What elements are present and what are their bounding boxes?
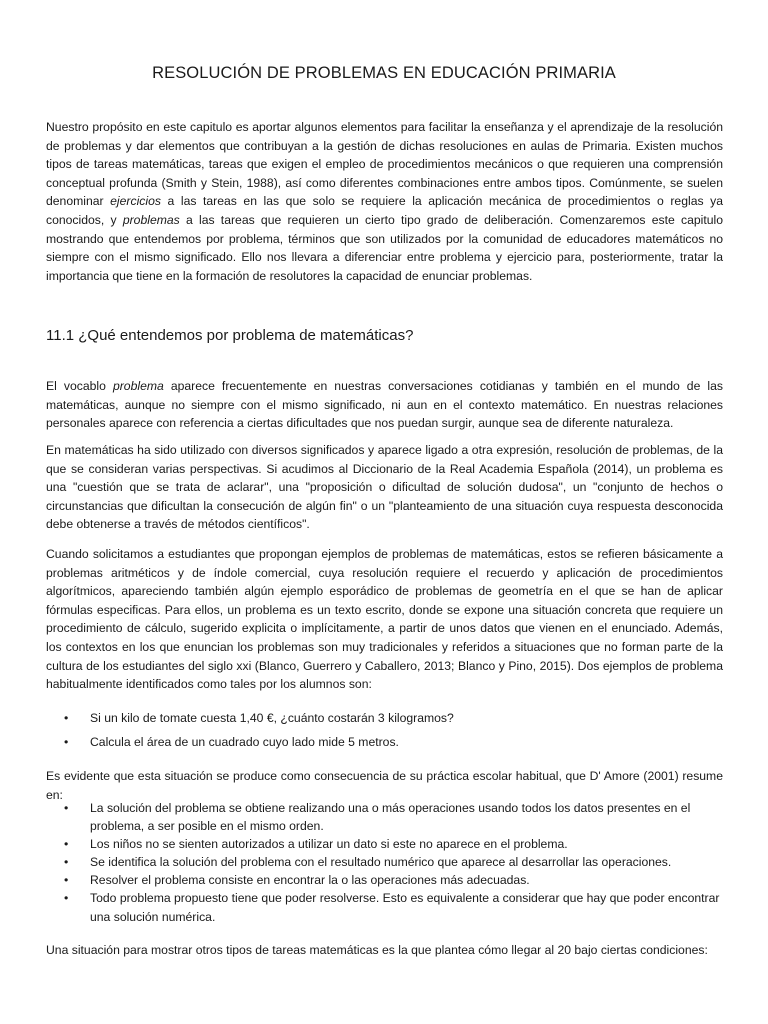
- paragraph-vocablo-emphasis: problema: [112, 379, 164, 393]
- paragraph-damore: Es evidente que esta situación se produce como consecuencia de su práctica escolar habitual, que D' Amore (2001) resume en:: [46, 769, 723, 802]
- list-item-text: Se identifica la solución del problema con el resultado numérico que aparece al desarrollar las operaciones.: [90, 855, 672, 870]
- intro-text-1: Nuestro propósito en este capitulo es aportar algunos elementos para facilitar la enseñanza y el aprendizaje de la resolución de problemas y dar elementos que contribuyan a la gestión de dichas resoluciones en aulas de Primaria. Existen muchos tipos de tareas matemáticas, tareas que exigen el empleo de procedimientos mecánicos o que requieren una comprensión conceptual profunda (Smith y Stein, 1988), así como diferentes combinaciones entre ambos tipos. Comúnmente, se suelen denominar: [46, 120, 723, 209]
- intro-paragraph: [46, 118, 723, 285]
- list-item-text: La solución del problema se obtiene realizando una o más operaciones usando todos los datos presentes en el problema, a ser posible en el mismo orden.: [90, 801, 691, 834]
- document-title: RESOLUCIÓN DE PROBLEMAS EN EDUCACIÓN PRIMARIA: [152, 64, 616, 82]
- list-item-text: Los niños no se sienten autorizados a utilizar un dato si este no aparece en el problema.: [90, 837, 568, 852]
- bullet-icon: •: [64, 735, 69, 749]
- bullet-icon: •: [64, 873, 69, 888]
- intro-emphasis-problemas: problemas: [122, 212, 180, 227]
- section-heading: 11.1 ¿Qué entendemos por problema de matemáticas?: [46, 327, 414, 344]
- paragraph-vocablo-text-2: aparece frecuentemente en nuestras conversaciones cotidianas y también en el mundo de las matemáticas, aunque no siempre con el mismo significado, ni aun en el contexto matemático. En nuestras relaciones personales aparece con referencia a ciertas dificultades que nos puedan surgir, aunque sea de diferente naturaleza.: [46, 379, 723, 431]
- bullet-icon: •: [64, 855, 69, 870]
- paragraph-vocablo: [46, 377, 723, 433]
- list-item: [46, 799, 723, 835]
- list-item: [46, 733, 723, 751]
- paragraph-closing: Una situación para mostrar otros tipos de tareas matemáticas es la que plantea cómo llegar al 20 bajo ciertas condiciones:: [46, 943, 708, 957]
- paragraph-definitions: En matemáticas ha sido utilizado con diversos significados y aparece ligado a otra expresión, resolución de problemas, de la que se consideran varias perspectivas. Si acudimos al Diccionario de la Real Academia Española (2014), un problema es una "cuestión que se trata de aclarar", una "proposición o dificultad de solución dudosa", un "conjunto de hechos o circunstancias que dificultan la consecución de algún fin" o un "planteamiento de una situación cuya respuesta desconocida debe obtenerse a través de métodos científicos".: [46, 443, 723, 532]
- bullet-icon: •: [64, 837, 69, 852]
- beliefs-list: [46, 799, 723, 926]
- examples-list: [46, 709, 723, 757]
- intro-text-3: a las tareas que requieren un cierto tipo grado de deliberación. Comenzaremos este capitulo mostrando que entendemos por problema, términos que son utilizados por la comunidad de educadores matemáticos no siempre con el mismo significado. Ello nos llevara a diferenciar entre problema y ejercicio para, posteriormente, tratar la importancia que tiene en la formación de resolutores la capacidad de enunciar problemas.: [46, 212, 724, 283]
- list-item: [46, 871, 723, 889]
- bullet-icon: •: [64, 711, 69, 725]
- bullet-icon: •: [64, 801, 69, 815]
- list-item-text: Todo problema propuesto tiene que poder resolverse. Esto es equivalente a considerar que hay que poder encontrar una solución numérica.: [90, 891, 720, 924]
- list-item: [46, 835, 723, 853]
- paragraph-student-examples: Cuando solicitamos a estudiantes que propongan ejemplos de problemas de matemáticas, estos se refieren básicamente a problemas aritméticos y de índole comercial, cuya resolución requiere el recuerdo y aplicación de procedimientos algorítmicos, apareciendo también algún ejemplo esporádico de problemas de geometría en el que se han de aplicar fórmulas especificas. Para ellos, un problema es un texto escrito, donde se expone una situación concreta que requiere un procedimiento de cálculo, sugerido explicita o implícitamente, a partir de unos datos que vienen en el enunciado. Además, los contextos en los que enuncian los problemas son muy tradicionales y referidos a situaciones que no forman parte de la cultura de los estudiantes del siglo xxi (Blanco, Guerrero y Caballero, 2013; Blanco y Pino, 2015). Dos ejemplos de problema habitualmente identificados como tales por los alumnos son:: [46, 547, 723, 692]
- paragraph-vocablo-text-1: El vocablo: [46, 379, 113, 393]
- list-item-text: Si un kilo de tomate cuesta 1,40 €, ¿cuánto costarán 3 kilogramos?: [90, 711, 454, 725]
- list-item-text: Resolver el problema consiste en encontrar la o las operaciones más adecuadas.: [90, 873, 530, 888]
- list-item-text: Calcula el área de un cuadrado cuyo lado mide 5 metros.: [90, 735, 399, 749]
- list-item: [46, 889, 723, 925]
- intro-text-2: a las tareas en las que solo se requiere la aplicación mecánica de procedimientos o reglas ya conocidos, y: [46, 194, 723, 227]
- list-item: [46, 709, 723, 727]
- intro-emphasis-ejercicios: ejercicios: [110, 194, 161, 209]
- list-item: [46, 853, 723, 871]
- bullet-icon: •: [64, 891, 69, 906]
